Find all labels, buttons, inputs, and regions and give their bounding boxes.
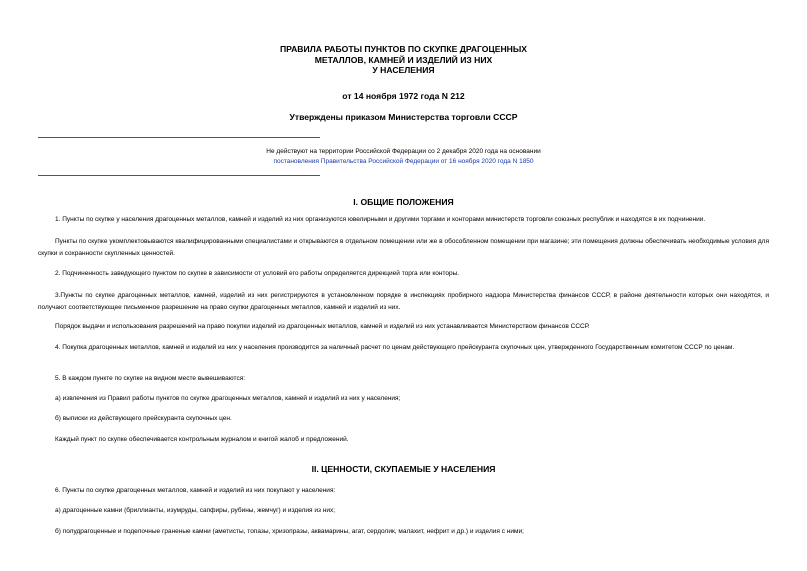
status-note: Не действуют на территории Российской Федерации со 2 декабря 2020 года на основании (266, 148, 541, 155)
paragraph: 5. В каждом пункте по скупке на видном месте вывешиваются: (55, 375, 246, 382)
divider-bottom (38, 175, 320, 176)
paragraph: 6. Пункты по скупке драгоценных металлов, камней и изделий из них покупают у населения: (55, 487, 336, 494)
paragraph: Каждый пункт по скупке обеспечивается контрольным журналом и книгой жалоб и предложений. (55, 436, 349, 443)
title-line: МЕТАЛЛОВ, КАМНЕЙ И ИЗДЕЛИЙ ИЗ НИХ (314, 54, 493, 65)
section-heading: II. ЦЕННОСТИ, СКУПАЕМЫЕ У НАСЕЛЕНИЯ (311, 464, 496, 474)
document-title (0, 44, 807, 76)
list-item: б) выписки из действующего прейскуранта скупочных цен. (55, 415, 232, 422)
paragraph: Пункты по скупке укомплектовываются квалифицированными специалистами и открываются в отдельном помещении или же в обособленном помещении при магазине; эти помещения должны обеспечивать необходимые условия для скупки и сохранности скупленных ценностей. (38, 238, 769, 257)
list-item: а) извлечения из Правил работы пунктов по скупке драгоценных металлов, камней и изделий из них у населения; (55, 395, 401, 402)
approved-by: Утверждены приказом Министерства торговли СССР (289, 112, 518, 122)
paragraph: 3.Пункты по скупке драгоценных металлов, камней, изделий из них регистрируются в установленном порядке в инспекциях пробирного надзора Министерства финансов СССР, в районе деятельности которых они находятся, и получают соответствующее письменное разрешение на право скупки драгоценных металлов, камней и изделий из них. (38, 292, 769, 311)
paragraph: Порядок выдачи и использования разрешений на право покупки изделий из драгоценных металлов, камней и изделий из них устанавливается Министерством финансов СССР. (55, 323, 590, 330)
paragraph: 2. Подчиненность заведующего пунктом по скупке в зависимости от условий его работы определяется дирекцией торга или конторы. (55, 270, 460, 277)
title-line: У НАСЕЛЕНИЯ (372, 65, 435, 75)
title-line: ПРАВИЛА РАБОТЫ ПУНКТОВ ПО СКУПКЕ ДРАГОЦЕННЫХ (279, 44, 528, 54)
section-heading: I. ОБЩИЕ ПОЛОЖЕНИЯ (353, 197, 454, 207)
divider-top (38, 137, 320, 138)
paragraph: 4. Покупка драгоценных металлов, камней и изделий из них у населения производится за наличный расчет по ценам действующего прейскуранта скупочных цен, утвержденного Государственным комитетом СССР по ценам. (55, 344, 735, 351)
paragraph: 1. Пункты по скупке у населения драгоценных металлов, камней и изделий из них организуются ювелирными и другими торгами и конторами министерств торговли союзных республик и находятся в их подчинении. (55, 216, 706, 223)
list-item: б) полудрагоценные и поделочные граненые камни (аметисты, топазы, хризопразы, аквамарины, агат, сердолик, малахит, нефрит и др.) и изделия с ними; (55, 528, 524, 535)
list-item: а) драгоценные камни (бриллианты, изумруды, сапфиры, рубины, жемчуг) и изделия из них; (55, 507, 336, 514)
document-date: от 14 ноября 1972 года N 212 (342, 91, 465, 101)
status-link[interactable]: постановления Правительства Российской Федерации от 16 ноября 2020 года N 1850 (273, 158, 534, 165)
